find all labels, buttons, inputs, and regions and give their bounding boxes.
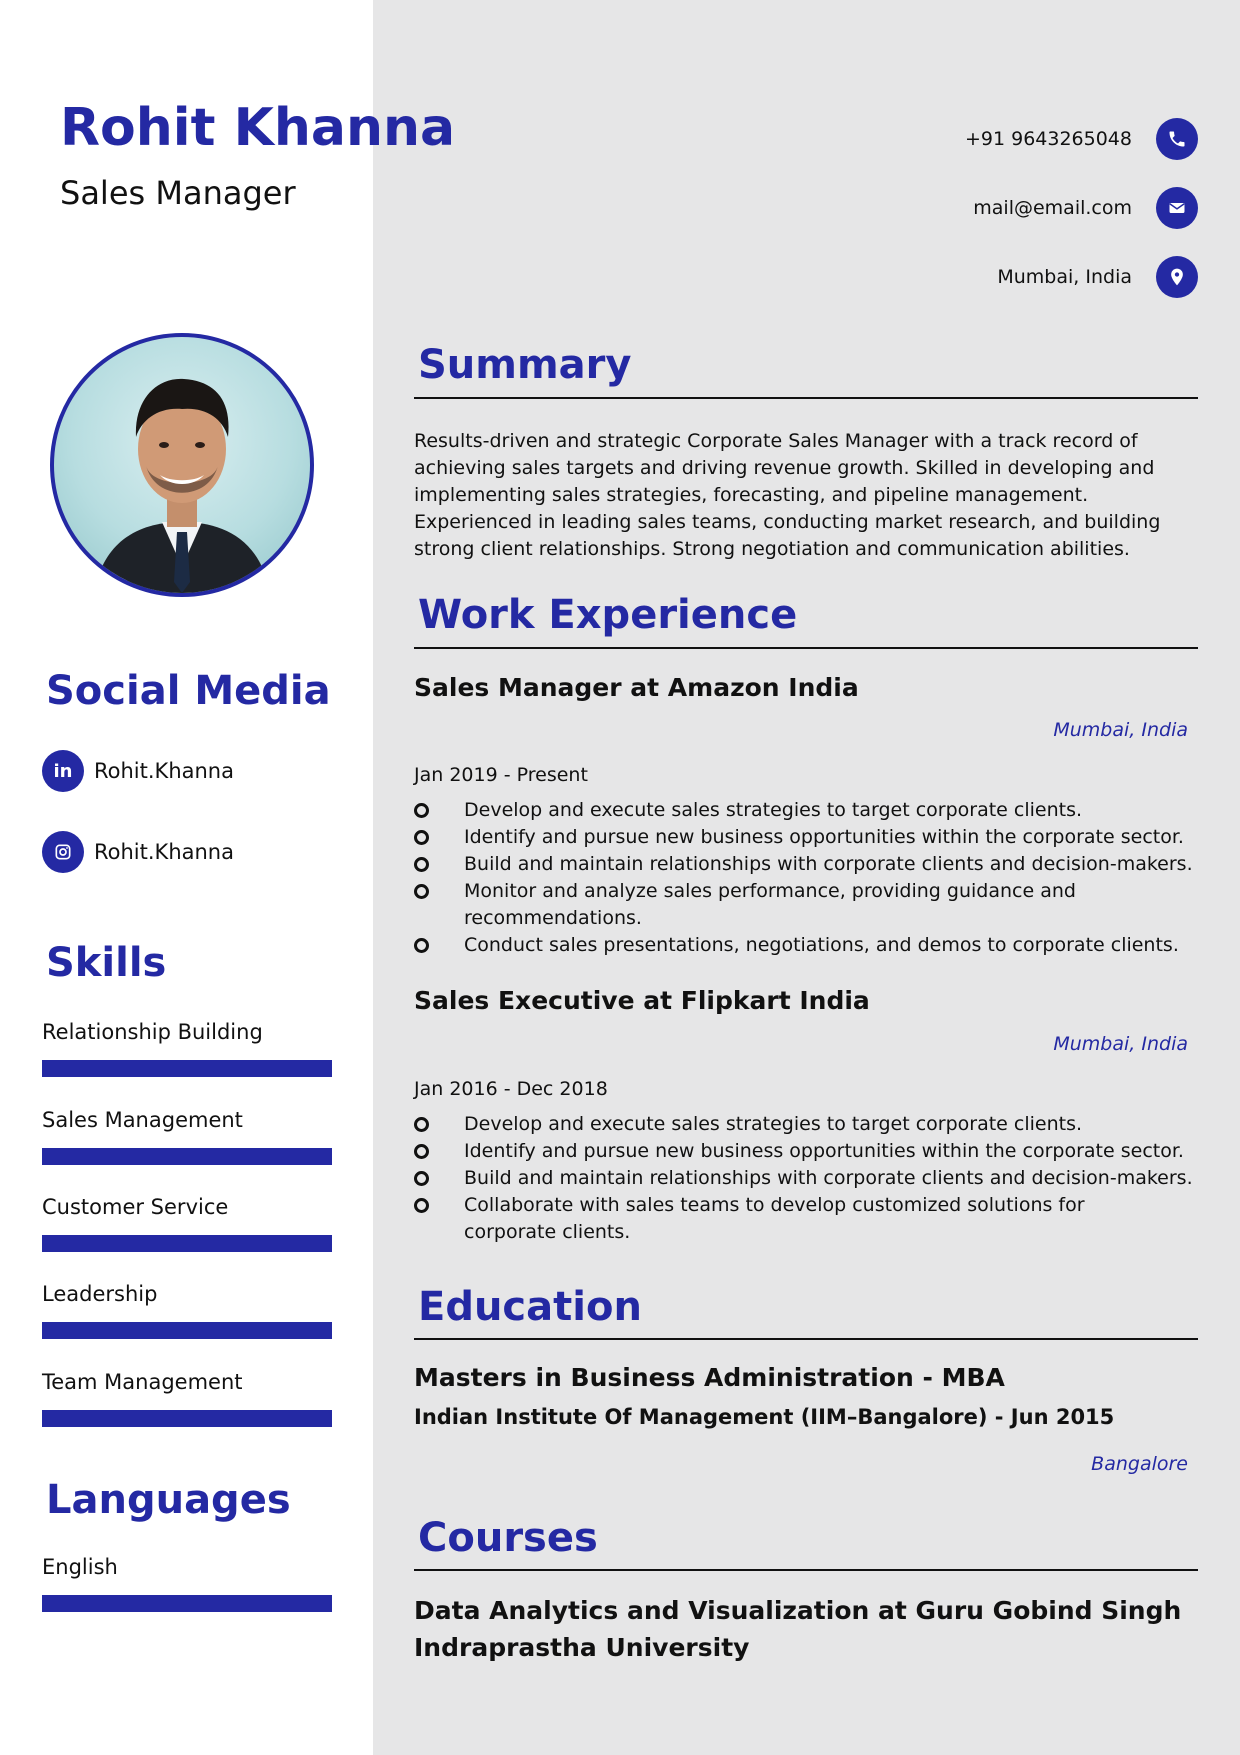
social-instagram[interactable] — [42, 831, 234, 873]
linkedin-handle: Rohit.Khanna — [94, 759, 234, 783]
skill-bar-fill — [42, 1410, 332, 1427]
language-label: English — [42, 1555, 118, 1579]
skill-label: Sales Management — [42, 1108, 243, 1132]
location-text: Mumbai, India — [997, 266, 1132, 288]
section-divider — [414, 647, 1198, 649]
language-bar-fill — [42, 1595, 332, 1612]
list-item: Identify and pursue new business opportunities within the corporate sector. — [414, 1138, 1214, 1165]
candidate-role: Sales Manager — [60, 174, 296, 212]
instagram-icon — [42, 831, 84, 873]
skill-label: Leadership — [42, 1282, 158, 1306]
envelope-icon — [1156, 187, 1198, 229]
bullet-icon — [414, 884, 429, 899]
skill-bar — [42, 1322, 332, 1339]
skill-label: Customer Service — [42, 1195, 229, 1219]
bullet-icon — [414, 803, 429, 818]
phone-icon — [1156, 118, 1198, 160]
skill-bar-fill — [42, 1060, 332, 1077]
map-pin-icon — [1156, 256, 1198, 298]
list-item: Develop and execute sales strategies to target corporate clients. — [414, 797, 1214, 824]
bullet-icon — [414, 1144, 429, 1159]
list-item: Develop and execute sales strategies to target corporate clients. — [414, 1111, 1214, 1138]
job-bullets — [414, 797, 1214, 959]
section-divider — [414, 397, 1198, 399]
job-title: Sales Executive at Flipkart India — [414, 986, 870, 1015]
skill-bar — [42, 1410, 332, 1427]
skill-bar — [42, 1148, 332, 1165]
language-bar — [42, 1595, 332, 1612]
phone-text: +91 9643265048 — [964, 128, 1132, 150]
skill-bar-fill — [42, 1148, 332, 1165]
skills-heading: Skills — [46, 940, 167, 986]
skill-label: Team Management — [42, 1370, 243, 1394]
skill-bar-fill — [42, 1235, 332, 1252]
summary-heading: Summary — [418, 342, 632, 388]
section-divider — [414, 1569, 1198, 1571]
profile-photo — [50, 333, 314, 597]
education-heading: Education — [418, 1284, 642, 1330]
list-item: Build and maintain relationships with corporate clients and decision-makers. — [414, 851, 1214, 878]
instagram-handle: Rohit.Khanna — [94, 840, 234, 864]
skill-bar — [42, 1060, 332, 1077]
languages-heading: Languages — [46, 1477, 291, 1523]
list-item: Collaborate with sales teams to develop customized solutions for corporate clients. — [414, 1192, 1214, 1246]
bullet-icon — [414, 1117, 429, 1132]
courses-heading: Courses — [418, 1515, 598, 1561]
skill-bar-fill — [42, 1322, 332, 1339]
work-experience-heading: Work Experience — [418, 592, 798, 638]
contact-location — [997, 256, 1198, 298]
job-dates: Jan 2019 - Present — [414, 764, 588, 786]
education-location: Bangalore — [1091, 1453, 1188, 1475]
social-linkedin[interactable] — [42, 750, 234, 792]
bullet-icon — [414, 938, 429, 953]
course-title: Data Analytics and Visualization at Guru Gobind Singh Indraprastha University — [414, 1596, 1182, 1662]
job-location: Mumbai, India — [1053, 719, 1188, 741]
job-location: Mumbai, India — [1053, 1033, 1188, 1055]
bullet-icon — [414, 1171, 429, 1186]
list-item: Identify and pursue new business opportunities within the corporate sector. — [414, 824, 1214, 851]
list-item: Build and maintain relationships with corporate clients and decision-makers. — [414, 1165, 1214, 1192]
summary-text: Results-driven and strategic Corporate Sales Manager with a track record of achieving sales targets and driving revenue growth. Skilled in developing and implementing sales strategies, forecasting, and pipeline management. Experienced in leading sales teams, conducting market research, and building strong client relationships. Strong negotiation and communication abilities. — [414, 430, 1161, 560]
contact-email — [973, 187, 1198, 229]
skill-bar — [42, 1235, 332, 1252]
candidate-name: Rohit Khanna — [60, 98, 456, 158]
job-bullets — [414, 1111, 1214, 1246]
contact-phone — [965, 118, 1198, 160]
skill-label: Relationship Building — [42, 1020, 263, 1044]
bullet-icon — [414, 857, 429, 872]
linkedin-icon: in — [42, 750, 84, 792]
job-title: Sales Manager at Amazon India — [414, 673, 859, 702]
email-text: mail@email.com — [973, 197, 1132, 219]
job-dates: Jan 2016 - Dec 2018 — [414, 1078, 608, 1100]
bullet-icon — [414, 1198, 429, 1213]
section-divider — [414, 1338, 1198, 1340]
social-media-heading: Social Media — [46, 668, 331, 714]
institution: Indian Institute Of Management (IIM–Bangalore) - Jun 2015 — [414, 1405, 1115, 1429]
bullet-icon — [414, 830, 429, 845]
list-item: Conduct sales presentations, negotiations, and demos to corporate clients. — [414, 932, 1214, 959]
degree-title: Masters in Business Administration - MBA — [414, 1363, 1005, 1392]
list-item: Monitor and analyze sales performance, providing guidance and recommendations. — [414, 878, 1214, 932]
